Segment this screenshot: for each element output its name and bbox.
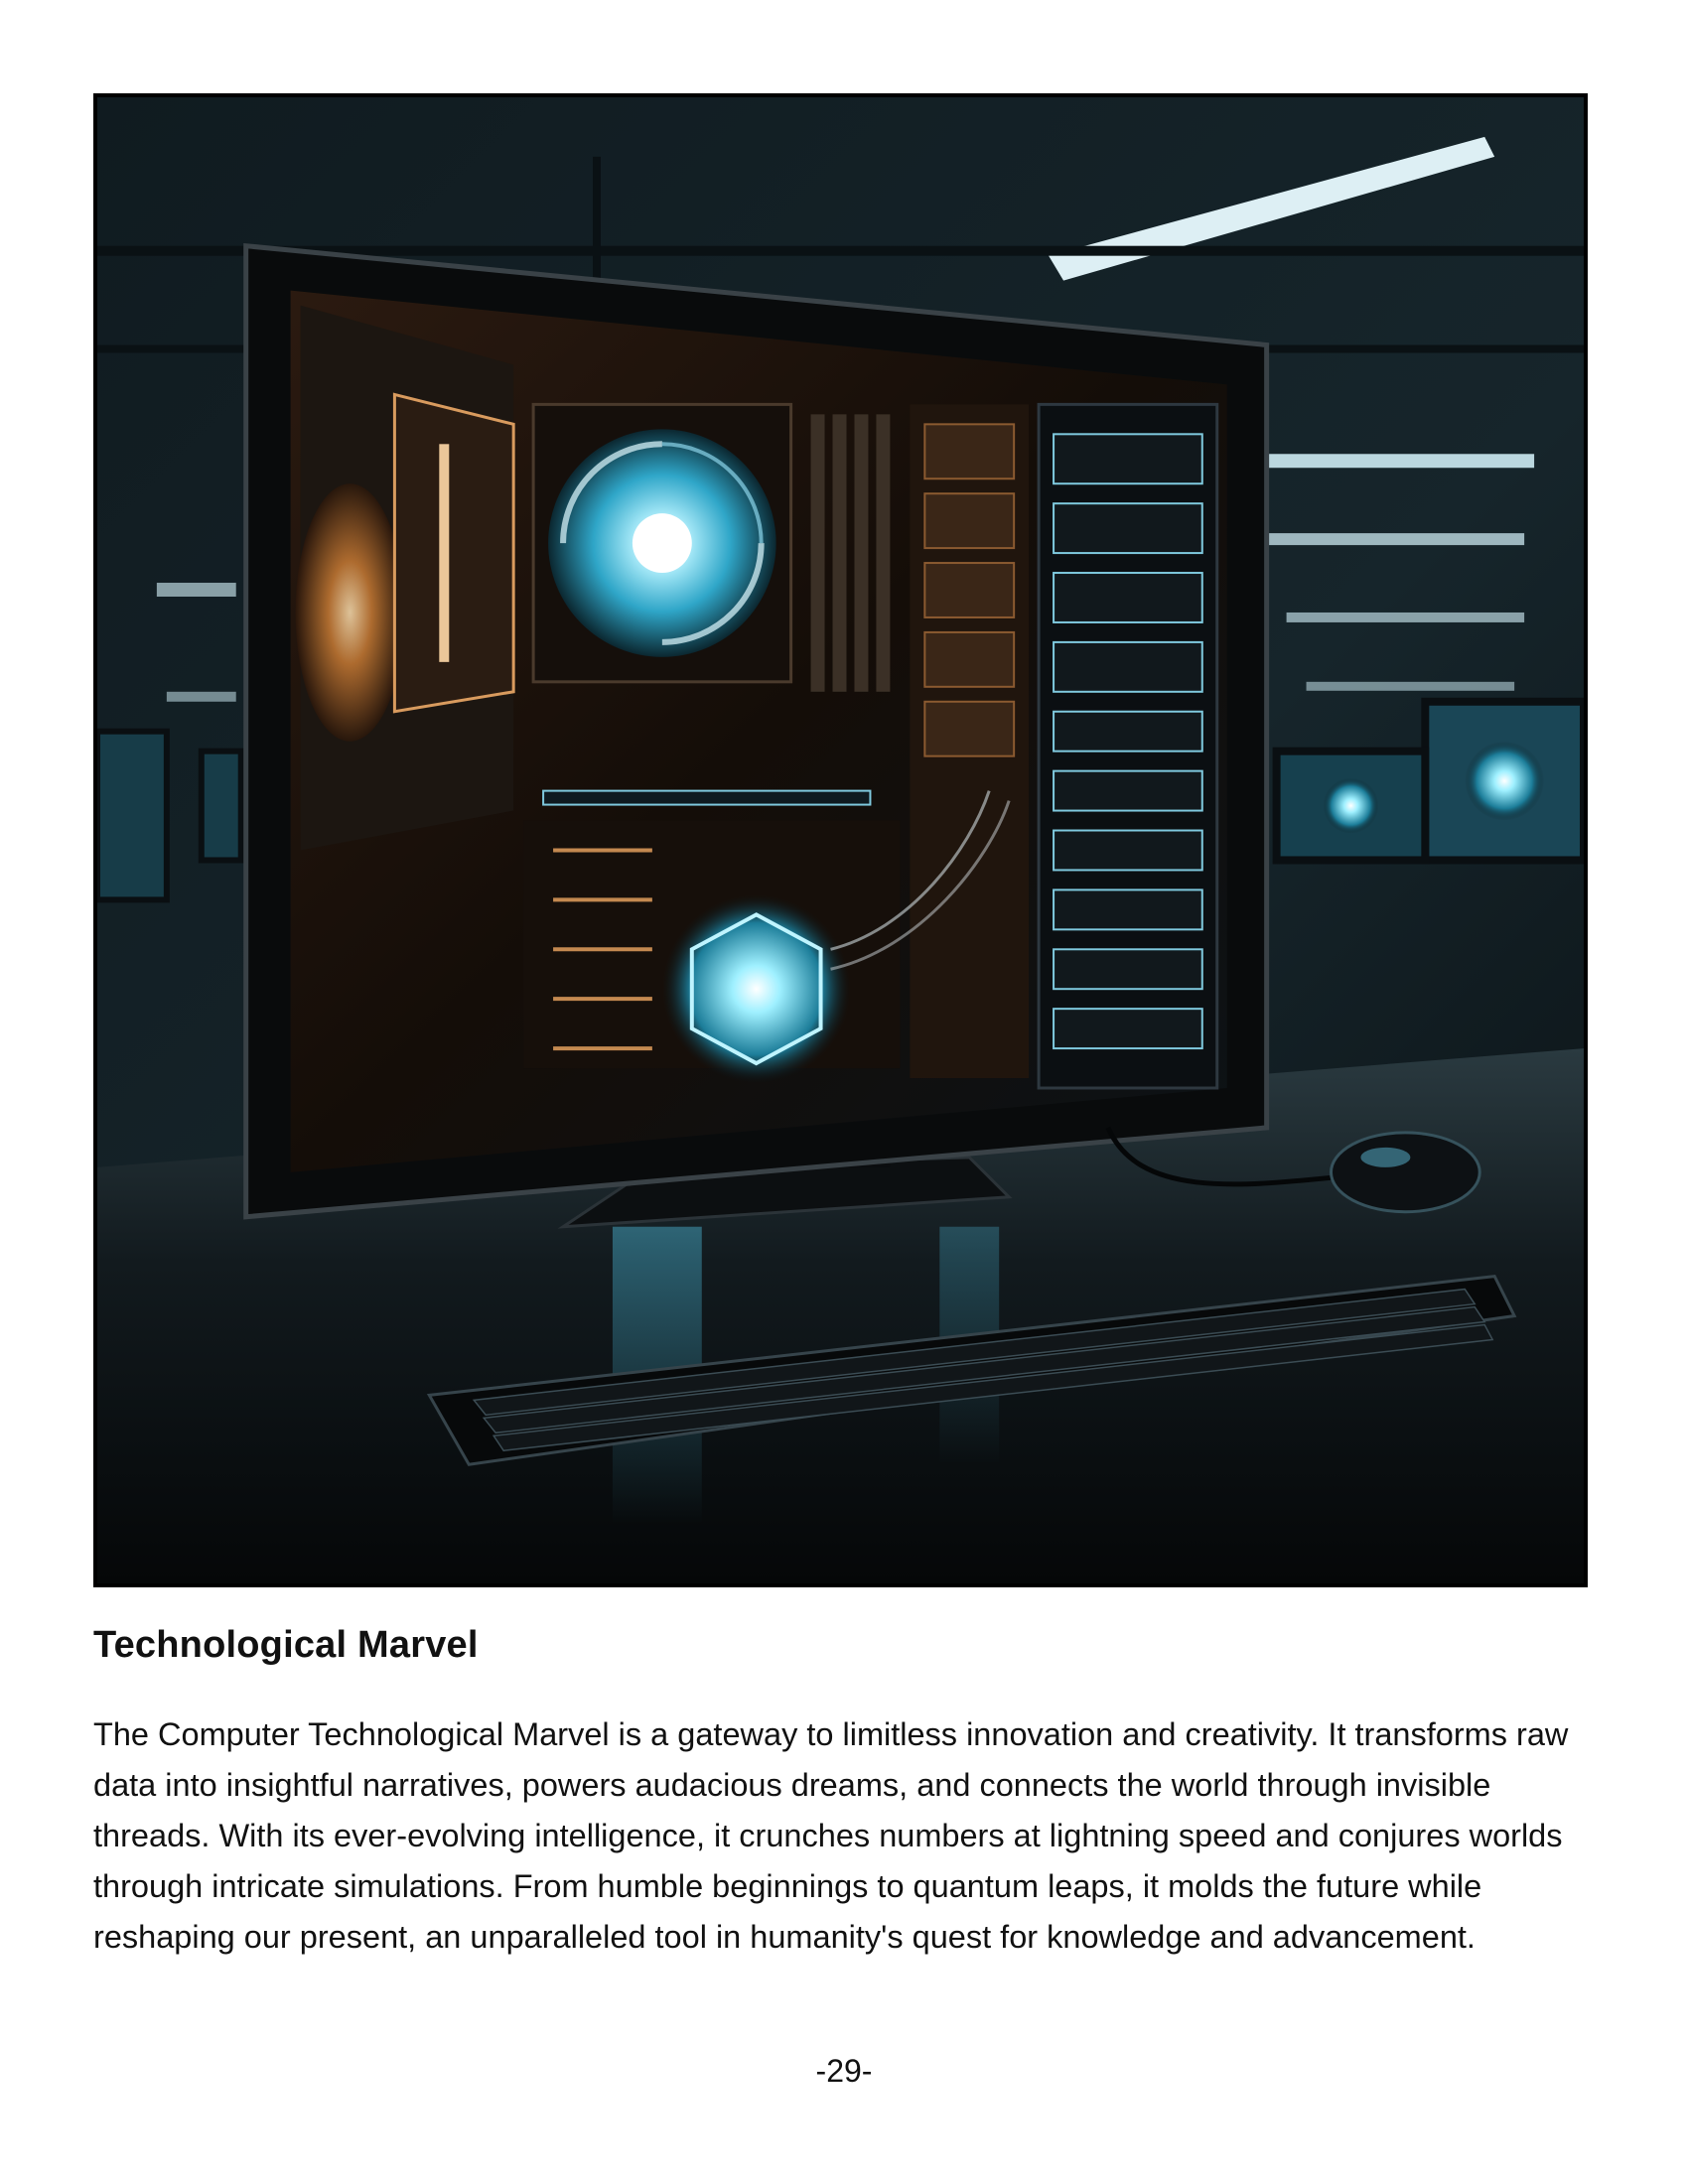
computer-workstation-illustration [97,97,1584,1583]
page-number: -29- [815,2053,873,2089]
section-heading: Technological Marvel [93,1624,479,1666]
body-paragraph: The Computer Technological Marvel is a gateway to limitless innovation and creativity. It transforms raw data into insightful narratives, powers audacious dreams, and connects the world through invisible threads. With its ever-evolving intelligence, it crunches numbers at lightning speed and conjures worlds through intricate simulations. From humble beginnings to quantum leaps, it molds the future while reshaping our present, an unparalleled tool in humanity's quest for knowledge and advancement. [93,1716,1569,1955]
computer-illustration [93,93,1588,1587]
